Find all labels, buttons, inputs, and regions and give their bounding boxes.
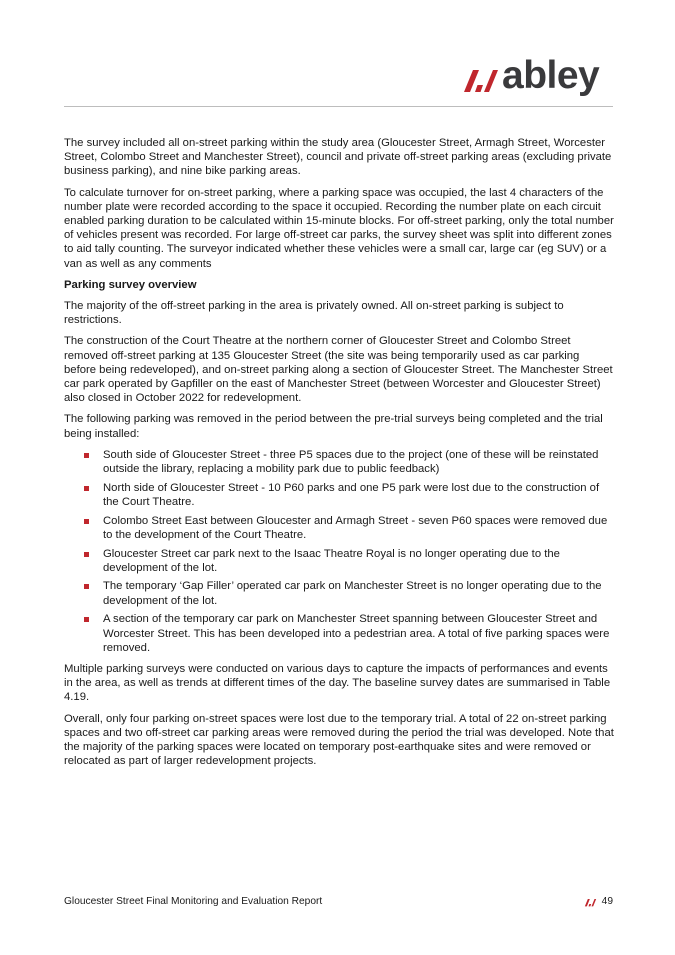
- list-item-text: Colombo Street East between Gloucester and Armagh Street - seven P60 spaces were removed due to the development of the Court Theatre.: [103, 514, 608, 541]
- bullet-icon: [84, 584, 89, 589]
- list-item: [64, 514, 614, 542]
- abley-logo-mark-icon: [464, 64, 498, 94]
- list-item: [64, 481, 614, 509]
- list-item: [64, 547, 614, 575]
- removed-parking-list: [64, 448, 614, 655]
- list-item-text: A section of the temporary car park on Manchester Street spanning between Gloucester Street and Worcester Street. This has been developed into a pedestrian area. A total of five parking spaces were removed.: [103, 613, 610, 654]
- paragraph-survey-days: Multiple parking surveys were conducted on various days to capture the impacts of performances and events in the area, as well as trends at different times of the day. The baseline survey dates are summarised in Table 4.19.: [64, 663, 611, 704]
- list-item-text: Gloucester Street car park next to the Isaac Theatre Royal is no longer operating due to the development of the lot.: [103, 547, 560, 574]
- bullet-icon: [84, 453, 89, 458]
- logo-wordmark: abley: [502, 54, 600, 97]
- bullet-icon: [84, 617, 89, 622]
- list-item-text: South side of Gloucester Street - three P5 spaces due to the project (one of these will be reinstated outside the library, replacing a mobility park due to public feedback): [103, 448, 599, 476]
- list-item: [64, 612, 614, 655]
- section-heading: Parking survey overview: [64, 278, 197, 291]
- page-footer: [64, 896, 613, 907]
- list-item: [64, 448, 614, 476]
- paragraph-overall: Overall, only four parking on-street spaces were lost due to the temporary trial. A total of 22 on-street parking spaces and two off-street car parking areas were removed during the period the trial was developed. Note that the majority of the parking spaces were located on temporary post-earthquake sites and were removed or relocated as part of larger redevelopment projects.: [64, 712, 614, 768]
- abley-mark-icon: [583, 897, 598, 907]
- footer-page-info: [583, 896, 613, 907]
- list-item: [64, 579, 614, 607]
- list-item-text: North side of Gloucester Street - 10 P60 parks and one P5 park were lost due to the construction of the Court Theatre.: [103, 481, 600, 508]
- paragraph-ownership: The majority of the off-street parking in the area is privately owned. All on-street parking is subject to restrictions.: [64, 300, 564, 327]
- document-body: [64, 136, 614, 775]
- abley-logo: [464, 56, 599, 95]
- paragraph-removed-intro: The following parking was removed in the period between the pre-trial surveys being completed and the trial being installed:: [64, 413, 603, 440]
- paragraph-survey-scope: The survey included all on-street parking within the study area (Gloucester Street, Armagh Street, Worcester Street, Colombo Street and Manchester Street), council and private off-street parking areas (excluding private business parking), and nine bike parking areas.: [64, 137, 612, 178]
- bullet-icon: [84, 552, 89, 557]
- list-item-text: The temporary ‘Gap Filler’ operated car park on Manchester Street is no longer operating due to the development of the lot.: [103, 580, 602, 607]
- footer-report-title: Gloucester Street Final Monitoring and Evaluation Report: [64, 896, 323, 907]
- paragraph-court-theatre: The construction of the Court Theatre at the northern corner of Gloucester Street and Colombo Street removed off-street parking at 135 Gloucester Street (the site was being temporarily used as car parking before being redeveloped), and on-street parking along a section of Gloucester Street. The Manchester Street car park operated by Gapfiller on the east of Manchester Street (between Worcester and Gloucester Street) also closed in October 2022 for redevelopment.: [64, 335, 613, 405]
- bullet-icon: [84, 519, 89, 524]
- bullet-icon: [84, 486, 89, 491]
- page-number: 49: [601, 896, 613, 907]
- header-divider: [64, 106, 613, 107]
- paragraph-turnover-method: To calculate turnover for on-street parking, where a parking space was occupied, the last 4 characters of the number plate were recorded according to the space it occupied. Recording the number plate on each circuit enabled parking duration to be calculated within 15-minute blocks. For off-street parking, only the total number of vehicles present was recorded. For large off-street car parks, the survey sheet was split into different zones to aid tally counting. The surveyor indicated whether these vehicles were a small car, large car (eg SUV) or a van as well as any comments: [64, 186, 614, 270]
